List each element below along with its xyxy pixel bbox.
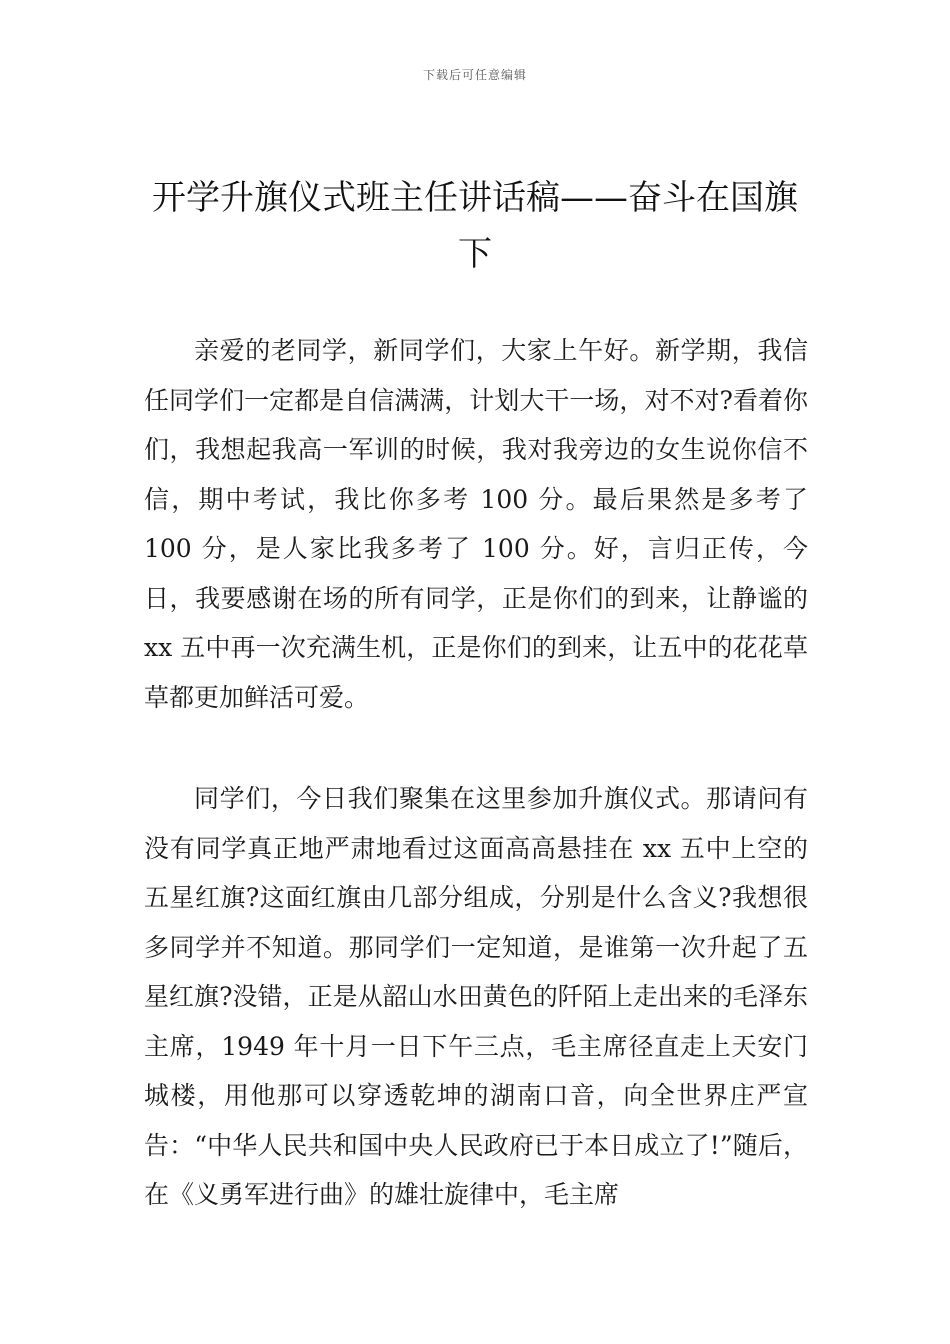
page-title: 开学升旗仪式班主任讲话稿——奋斗在国旗下 bbox=[152, 178, 798, 274]
paragraph-2: 同学们，今日我们聚集在这里参加升旗仪式。那请问有没有同学真正地严肃地看过这面高高悬挂在 xx 五中上空的五星红旗?这面红旗由几部分组成，分别是什么含义?我想很多同学并不知道。那同学们一定知道，是谁第一次升起了五星红旗?没错，正是从韶山水田黄色的阡陌上走出来的毛泽东主席，1949 年十月一日下午三点，毛主席径直走上天安门城楼，用他那可以穿透乾坤的湖南口音，向全世界庄严宣告：“中华人民共和国中央人民政府已于本日成立了!”随后，在《义勇军进行曲》的雄壮旋律中，毛主席 bbox=[144, 784, 808, 1209]
header-note: 下载后可任意编辑 bbox=[422, 68, 527, 82]
paragraph-1: 亲爱的老同学，新同学们，大家上午好。新学期，我信任同学们一定都是自信满满，计划大干一场，对不对?看着你们，我想起我高一军训的时候，我对我旁边的女生说你信不信，期中考试，我比你多考 100 分。最后果然是多考了 100 分，是人家比我多考了 100 分。好，言归正传，今日，我要感谢在场的所有同学，正是你们的到来，让静谧的 xx 五中再一次充满生机，正是你们的到来，让五中的花花草草都更加鲜活可爱。 bbox=[144, 336, 808, 712]
